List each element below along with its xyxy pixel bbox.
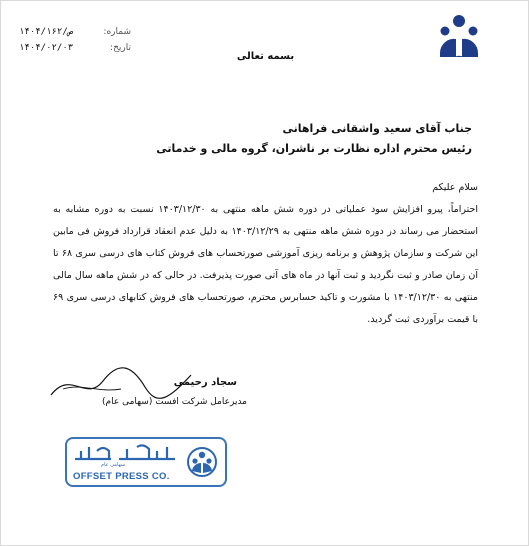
date-label: تاریخ: [110,43,131,53]
signer-name: سجاد رحیمی [173,377,237,388]
greeting: سلام علیکم [432,182,478,193]
number-label: شماره: [103,27,131,37]
body-paragraph: احتراماً، پیرو افزایش سود عملیاتی در دوره شش ماهه منتهی به ۱۴۰۳/۱۲/۳۰ نسبت به دوره مشابه به استحضار می رساند در دوره شش ماهه منتهی به ۱۴۰۳/۱۲/۲۹ به دلیل عدم انعقاد قرارداد فروش فی مابین این شرکت و سازمان پژوهش و برنامه ریزی آموزشی صورتحساب های فروش کتاب های درسی سری ۶۸ تا آن زمان صادر و ثبت نگردید و ثبت آنها در ماه های آتی صورت پذیرفت. در حالی که در شش ماهه سال مالی منتهی به ۱۴۰۳/۱۲/۳۰ با مشورت و تاکید حسابرس محترم، صورتحساب های فروش کتابهای درسی سری ۶۹ با قیمت برآوردی ثبت گردید. [53,204,478,325]
recipient-block [32,119,472,159]
signature-block [97,375,247,435]
company-stamp [65,437,227,487]
letter-body [53,177,478,331]
stamp-persian-logotype [71,441,179,467]
date-value: ۱۴۰۴/۰۲/۰۳ [19,43,74,53]
number-value: ۱۴۰۴/ص/۱۶۲ [19,27,74,37]
recipient-name: جناب آقای سعید واشقانی فراهانی [282,122,472,135]
number-row [19,24,131,40]
stamp-globe-icon [186,446,218,478]
svg-text:سهامی عام: سهامی عام [101,462,126,467]
recipient-title: رئیس محترم اداره نظارت بر ناشران، گروه مالی و خدماتی [156,142,472,155]
signer-title: مدیرعامل شرکت افست (سهامی عام) [102,397,247,407]
stamp-english-text: OFFSET PRESS CO. [73,471,170,482]
bismillah-heading: بسمه تعالی [236,51,295,62]
